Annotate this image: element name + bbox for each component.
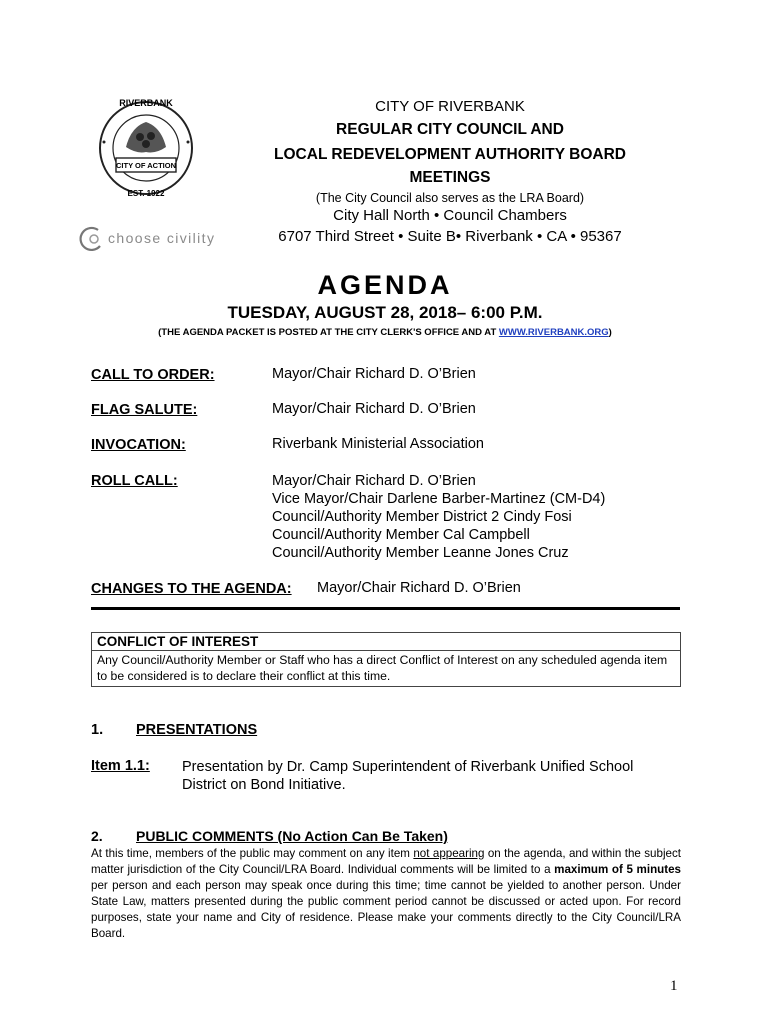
conflict-title: CONFLICT OF INTEREST <box>97 634 259 649</box>
roll-call-member: Council/Authority Member District 2 Cindy Fosi <box>272 509 572 525</box>
page-number: 1 <box>670 978 678 994</box>
svg-text:EST. 1922: EST. 1922 <box>127 189 165 198</box>
city-seal-logo <box>96 92 196 212</box>
packet-note-suffix: ) <box>608 327 612 338</box>
conflict-of-interest-box <box>91 632 681 687</box>
not-appearing-text: not appearing <box>413 847 485 860</box>
svg-text:CITY OF ACTION: CITY OF ACTION <box>116 161 176 170</box>
header-meetings: MEETINGS <box>409 169 491 186</box>
packet-note <box>0 327 770 338</box>
section-1-number: 1. <box>91 722 104 738</box>
civility-text: choose civility <box>108 230 216 246</box>
conflict-title-rule <box>92 650 680 651</box>
header-address: 6707 Third Street • Suite B• Riverbank • CA • 95367 <box>278 228 622 245</box>
public-comments-text: on the agenda, and within the subject matter jurisdiction of the City Council/LRA Board. Individual comments will be limited to a <box>91 847 681 876</box>
header-regular-council: REGULAR CITY COUNCIL AND <box>336 121 564 138</box>
changes-value: Mayor/Chair Richard D. O’Brien <box>317 580 521 596</box>
header-lra-board: LOCAL REDEVELOPMENT AUTHORITY BOARD <box>274 146 626 163</box>
header-city: CITY OF RIVERBANK <box>375 98 525 115</box>
flag-salute-label: FLAG SALUTE: <box>91 402 198 418</box>
header-note: (The City Council also serves as the LRA Board) <box>315 191 585 205</box>
max-minutes-text: maximum of 5 minutes <box>554 863 681 876</box>
flag-salute-value: Mayor/Chair Richard D. O’Brien <box>272 401 476 417</box>
item-1-1-label: Item 1.1: <box>91 758 150 774</box>
civility-swirl-icon <box>78 226 106 252</box>
public-comments-text: per person and each person may speak once during this time; time cannot be yielded to another person. Under State Law, matters presented during the public comment period cannot be discussed or acted upon. For record purposes, state your name and City of residence. Please make your comments directly to the City Council/LRA Board. <box>91 879 681 940</box>
call-to-order-label: CALL TO ORDER: <box>91 367 215 383</box>
changes-label: CHANGES TO THE AGENDA: <box>91 581 292 597</box>
svg-text:RIVERBANK: RIVERBANK <box>119 98 173 108</box>
roll-call-members <box>272 472 605 562</box>
roll-call-member: Council/Authority Member Leanne Jones Cruz <box>272 545 569 561</box>
invocation-value: Riverbank Ministerial Association <box>272 436 484 452</box>
item-1-1-line: District on Bond Initiative. <box>182 777 346 793</box>
section-2-number: 2. <box>91 828 103 844</box>
section-2-title: PUBLIC COMMENTS (No Action Can Be Taken) <box>136 828 448 844</box>
roll-call-member: Council/Authority Member Cal Campbell <box>272 527 530 543</box>
agenda-title: AGENDA <box>317 270 453 300</box>
roll-call-label: ROLL CALL: <box>91 473 178 489</box>
public-comments-paragraph <box>91 846 681 942</box>
section-divider <box>91 607 680 610</box>
header-location: City Hall North • Council Chambers <box>333 207 567 224</box>
conflict-body: Any Council/Authority Member or Staff who has a direct Conflict of Interest on any scheduled agenda item to be considered is to declare their conflict at this time. <box>97 653 668 683</box>
roll-call-member: Vice Mayor/Chair Darlene Barber-Martinez (CM-D4) <box>272 491 606 507</box>
invocation-label: INVOCATION: <box>91 437 186 453</box>
section-1-title: PRESENTATIONS <box>136 722 258 738</box>
call-to-order-value: Mayor/Chair Richard D. O’Brien <box>272 366 476 382</box>
roll-call-member: Mayor/Chair Richard D. O’Brien <box>272 473 476 489</box>
public-comments-text: At this time, members of the public may comment on any item <box>91 847 414 860</box>
packet-note-prefix: (THE AGENDA PACKET IS POSTED AT THE CITY CLERK'S OFFICE AND AT <box>158 327 499 338</box>
item-1-1-line: Presentation by Dr. Camp Superintendent of Riverbank Unified School <box>182 759 634 775</box>
item-1-1-description <box>182 758 633 794</box>
riverbank-website-link[interactable]: WWW.RIVERBANK.ORG <box>498 327 609 338</box>
meeting-date: TUESDAY, AUGUST 28, 2018– 6:00 P.M. <box>227 303 543 322</box>
choose-civility-logo <box>78 226 228 252</box>
